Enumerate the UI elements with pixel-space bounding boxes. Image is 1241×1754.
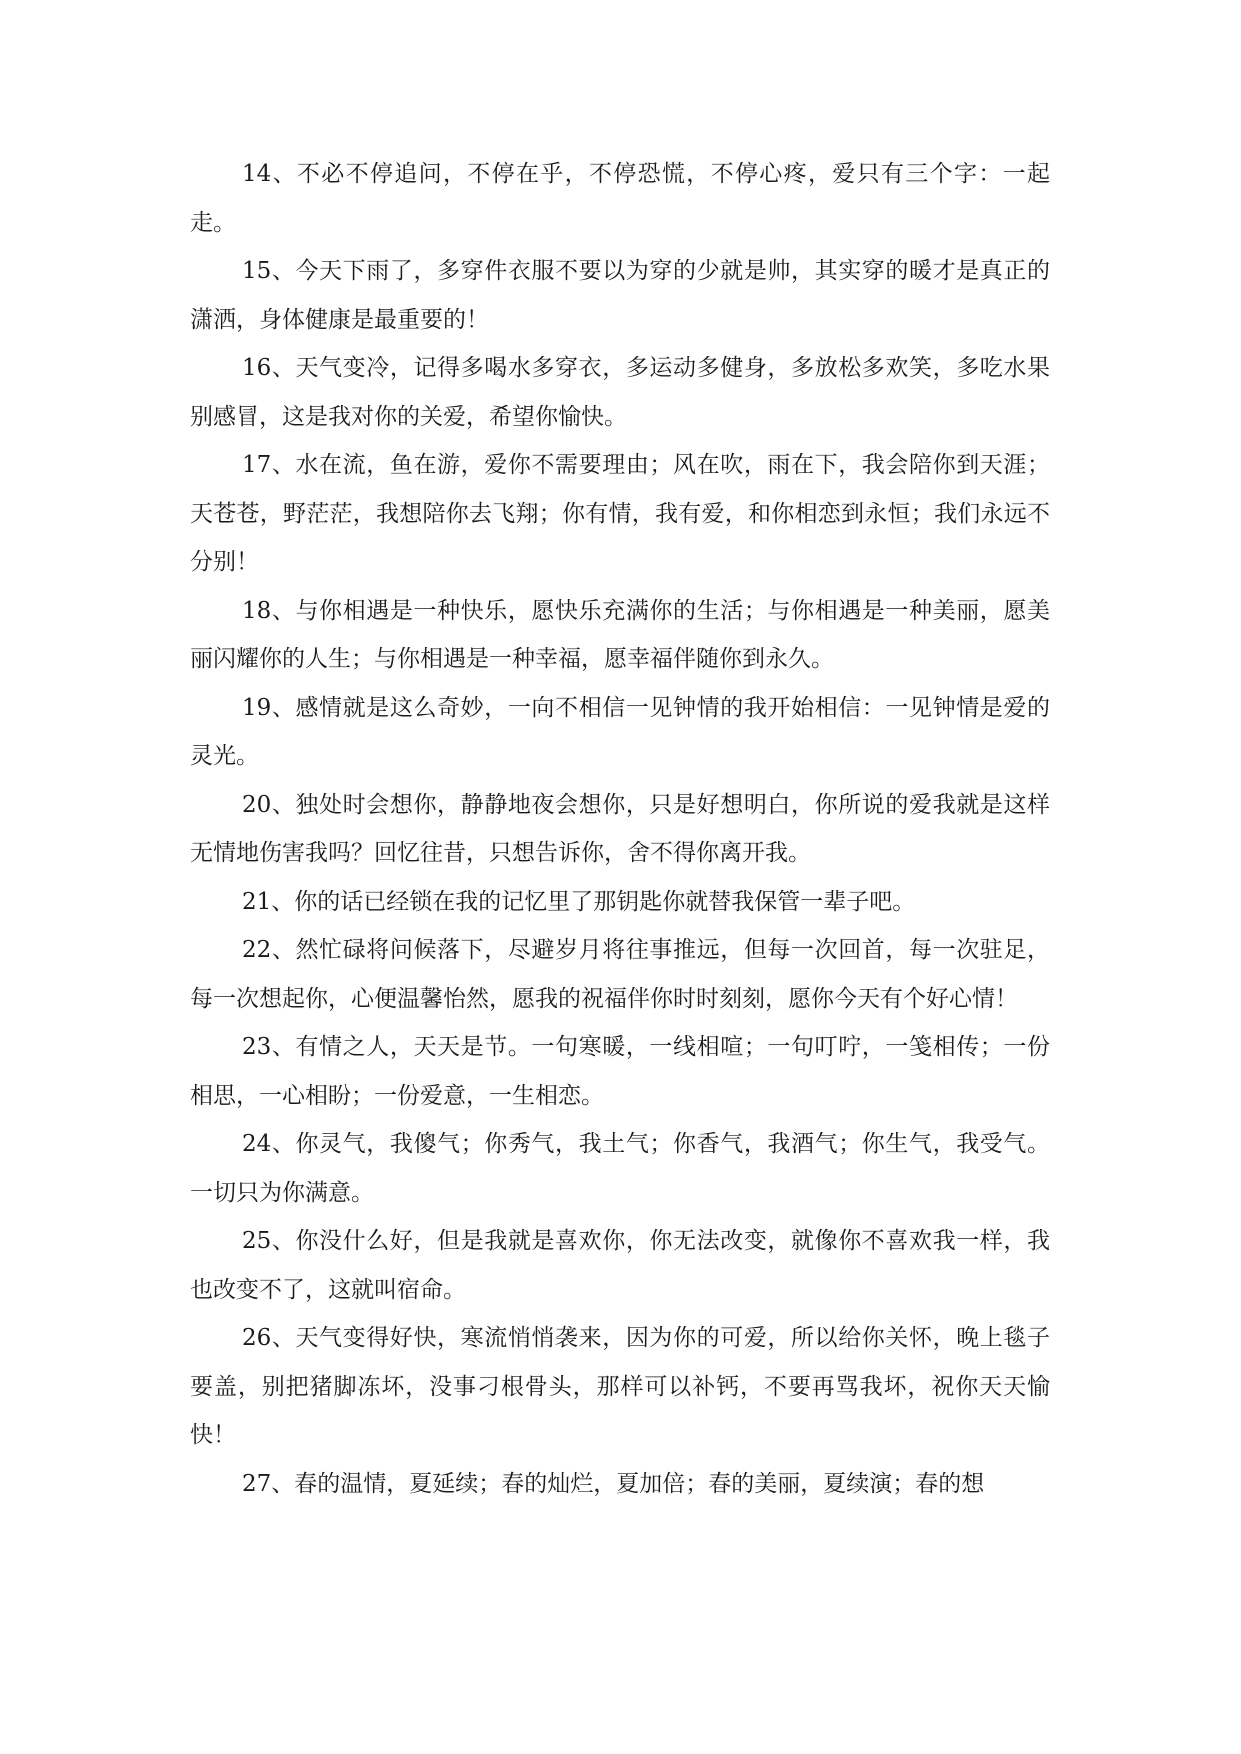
paragraph-16: 16、天气变冷，记得多喝水多穿衣，多运动多健身，多放松多欢笑，多吃水果别感冒，这是我对你的关爱，希望你愉快。: [190, 355, 1050, 430]
paragraph-17: 17、水在流，鱼在游，爱你不需要理由；风在吹，雨在下，我会陪你到天涯；天苍苍，野茫茫，我想陪你去飞翔；你有情，我有爱，和你相恋到永恒；我们永远不分别！: [190, 452, 1050, 575]
paragraph-14: 14、不必不停追问，不停在乎，不停恐慌，不停心疼，爱只有三个字：一起走。: [190, 161, 1050, 236]
paragraph-20: 20、独处时会想你，静静地夜会想你，只是好想明白，你所说的爱我就是这样无情地伤害我吗？回忆往昔，只想告诉你，舍不得你离开我。: [190, 791, 1050, 866]
paragraph-26: 26、天气变得好快，寒流悄悄袭来，因为你的可爱，所以给你关怀，晚上毯子要盖，别把猪脚冻坏，没事刁根骨头，那样可以补钙，不要再骂我坏，祝你天天愉快！: [190, 1325, 1050, 1448]
paragraph-18: 18、与你相遇是一种快乐，愿快乐充满你的生活；与你相遇是一种美丽，愿美丽闪耀你的人生；与你相遇是一种幸福，愿幸福伴随你到永久。: [190, 597, 1050, 672]
paragraph-25: 25、你没什么好，但是我就是喜欢你，你无法改变，就像你不喜欢我一样，我也改变不了，这就叫宿命。: [190, 1228, 1050, 1303]
paragraph-24: 24、你灵气，我傻气；你秀气，我土气；你香气，我酒气；你生气，我受气。一切只为你满意。: [190, 1131, 1050, 1206]
document-body: [190, 150, 1050, 1508]
paragraph-19: 19、感情就是这么奇妙，一向不相信一见钟情的我开始相信：一见钟情是爱的灵光。: [190, 694, 1050, 769]
paragraph-22: 22、然忙碌将问候落下，尽避岁月将往事推远，但每一次回首，每一次驻足，每一次想起你，心便温馨怡然，愿我的祝福伴你时时刻刻，愿你今天有个好心情！: [190, 937, 1050, 1012]
paragraph-27: 27、春的温情，夏延续；春的灿烂，夏加倍；春的美丽，夏续演；春的想: [242, 1470, 985, 1497]
paragraph-15: 15、今天下雨了，多穿件衣服不要以为穿的少就是帅，其实穿的暖才是真正的潇洒，身体健康是最重要的！: [190, 258, 1050, 333]
paragraph-21: 21、你的话已经锁在我的记忆里了那钥匙你就替我保管一辈子吧。: [242, 888, 916, 915]
paragraph-23: 23、有情之人，天天是节。一句寒暖，一线相喧；一句叮咛，一笺相传；一份相思，一心相盼；一份爱意，一生相恋。: [190, 1034, 1050, 1109]
